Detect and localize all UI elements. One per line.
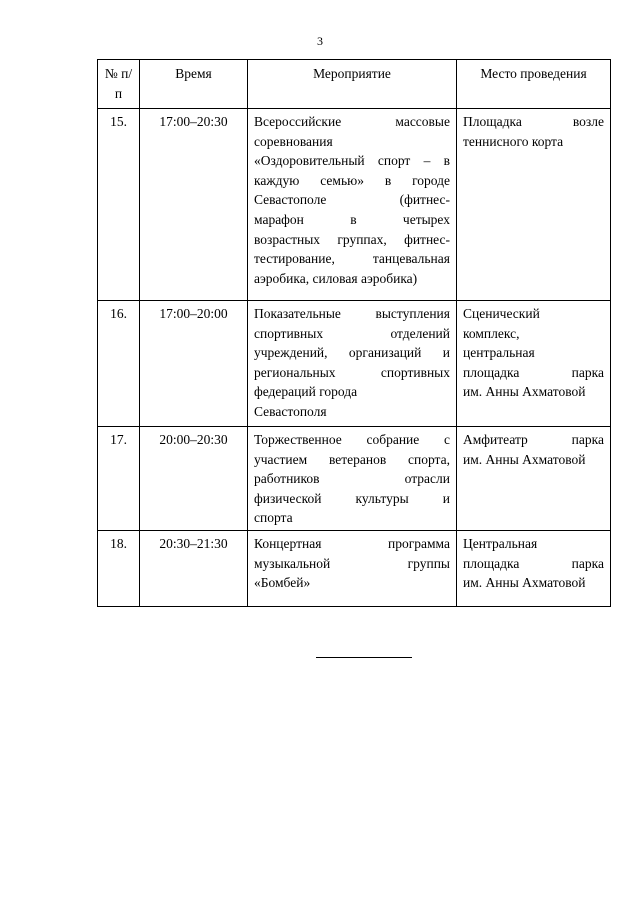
event-line: аэробика, силовая аэробика) bbox=[254, 270, 418, 286]
event-line: Концертная программа bbox=[254, 536, 450, 551]
place-line: теннисного корта bbox=[463, 133, 564, 149]
place-line: площадка парка bbox=[463, 555, 604, 571]
event-line: тестирование, танцевальная bbox=[254, 251, 450, 267]
table-row bbox=[98, 427, 611, 531]
place-line: им. Анны Ахматовой bbox=[463, 575, 586, 591]
row-place bbox=[457, 109, 611, 301]
event-line: региональных спортивных bbox=[254, 364, 450, 380]
event-line: Торжественное собрание с bbox=[254, 432, 450, 447]
place-line: площадка парка bbox=[463, 364, 604, 380]
place-line: Сценический bbox=[463, 306, 540, 321]
event-line: «Бомбей» bbox=[254, 575, 311, 591]
row-event bbox=[248, 301, 457, 427]
row-time: 17:00–20:30 bbox=[140, 109, 248, 301]
event-line: спорта bbox=[254, 510, 293, 526]
row-number: 16. bbox=[98, 301, 140, 427]
table-row bbox=[98, 109, 611, 301]
event-line: Севастополе (фитнес- bbox=[254, 192, 450, 208]
header-event: Мероприятие bbox=[248, 60, 457, 109]
event-line: музыкальной группы bbox=[254, 555, 450, 571]
row-time: 17:00–20:00 bbox=[140, 301, 248, 427]
table-row bbox=[98, 301, 611, 427]
header-num: № п/п bbox=[98, 60, 140, 109]
row-event bbox=[248, 109, 457, 301]
event-line: Всероссийские массовые bbox=[254, 114, 450, 129]
place-line: им. Анны Ахматовой bbox=[463, 384, 586, 400]
event-line: «Оздоровительный спорт – в bbox=[254, 153, 450, 169]
row-number: 18. bbox=[98, 531, 140, 607]
row-number: 17. bbox=[98, 427, 140, 531]
place-line: комплекс, bbox=[463, 325, 520, 341]
events-schedule-table bbox=[97, 59, 611, 607]
row-time: 20:30–21:30 bbox=[140, 531, 248, 607]
event-line: физической культуры и bbox=[254, 490, 450, 506]
place-line: Центральная bbox=[463, 536, 538, 551]
row-number: 15. bbox=[98, 109, 140, 301]
event-line: работников отрасли bbox=[254, 471, 450, 487]
place-line: центральная bbox=[463, 345, 535, 361]
event-line: соревнования bbox=[254, 133, 333, 149]
table-row bbox=[98, 531, 611, 607]
event-line: возрастных группах, фитнес- bbox=[254, 231, 450, 247]
place-line: Амфитеатр парка bbox=[463, 432, 604, 447]
header-time: Время bbox=[140, 60, 248, 109]
header-place: Место проведения bbox=[457, 60, 611, 109]
event-line: федераций города bbox=[254, 384, 358, 400]
row-place bbox=[457, 427, 611, 531]
page-number: 3 bbox=[317, 34, 323, 48]
event-line: участием ветеранов спорта, bbox=[254, 451, 450, 467]
event-line: марафон в четырех bbox=[254, 211, 450, 227]
row-place bbox=[457, 531, 611, 607]
place-line: Площадка возле bbox=[463, 114, 604, 129]
row-event bbox=[248, 427, 457, 531]
row-place bbox=[457, 301, 611, 427]
place-line: им. Анны Ахматовой bbox=[463, 451, 586, 467]
closing-separator-line bbox=[316, 657, 412, 658]
event-line: каждую семью» в городе bbox=[254, 172, 450, 188]
table-header-row bbox=[98, 60, 611, 109]
event-line: Показательные выступления bbox=[254, 306, 450, 321]
event-line: Севастополя bbox=[254, 403, 327, 419]
row-event bbox=[248, 531, 457, 607]
event-line: учреждений, организаций и bbox=[254, 345, 450, 361]
event-line: спортивных отделений bbox=[254, 325, 450, 341]
row-time: 20:00–20:30 bbox=[140, 427, 248, 531]
